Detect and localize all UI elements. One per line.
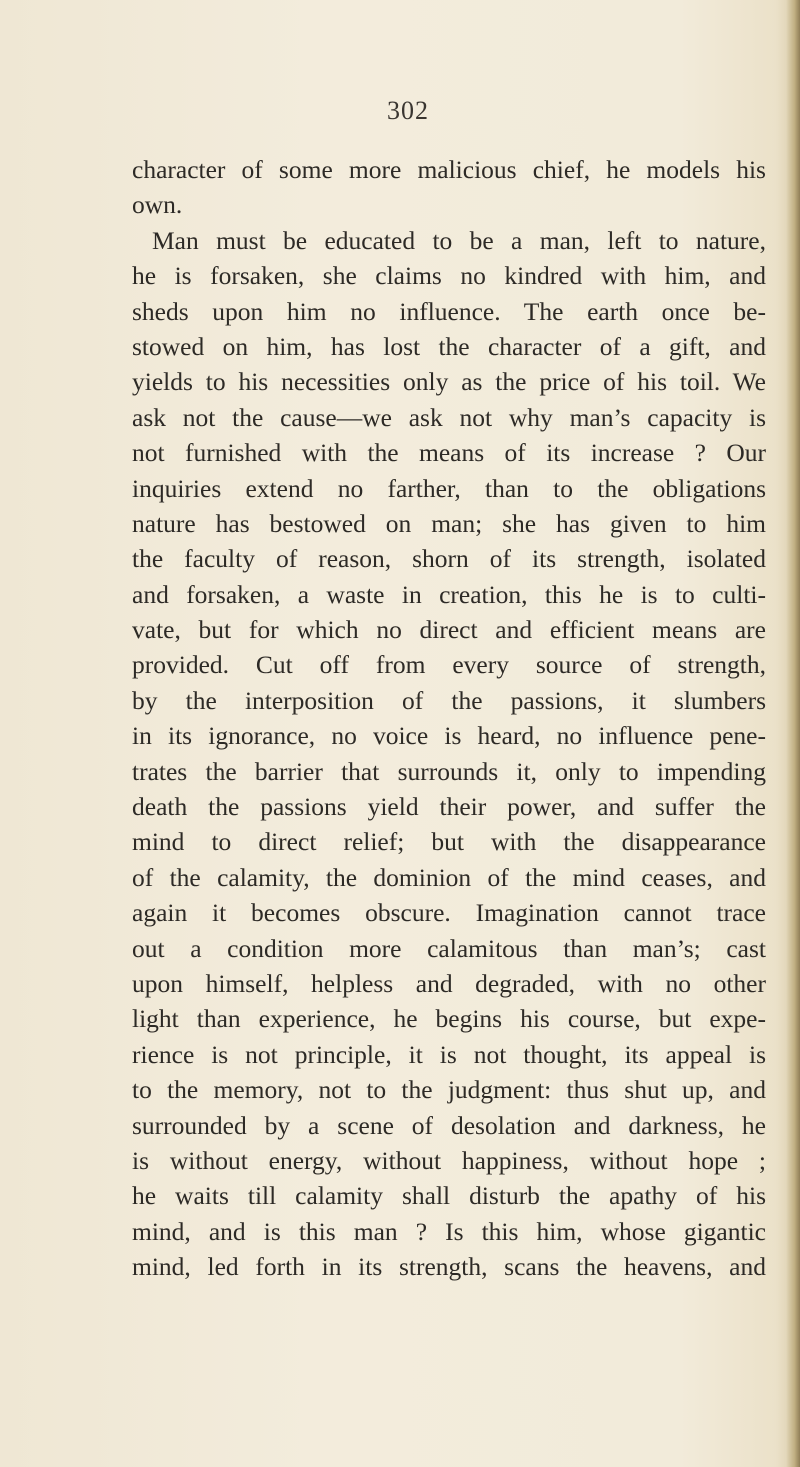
- text-line: mind to direct relief; but with the disappearance: [132, 827, 766, 857]
- text-line: stowed on him, has lost the character of a gift, and: [132, 331, 766, 361]
- text-line: inquiries extend no farther, than to the obligations: [132, 473, 766, 503]
- text-line: provided. Cut off from every source of strength,: [132, 650, 766, 680]
- text-line: death the passions yield their power, and suffer the: [132, 792, 766, 822]
- text-line: ask not the cause—we ask not why man’s capacity is: [132, 402, 766, 432]
- text-line: sheds upon him no influence. The earth once be-: [132, 296, 766, 326]
- text-line: light than experience, he begins his course, but expe-: [132, 1004, 766, 1034]
- text-line: and forsaken, a waste in creation, this he is to culti-: [132, 579, 766, 609]
- text-line: in its ignorance, no voice is heard, no influence pene-: [132, 721, 766, 751]
- text-line: own.: [132, 190, 183, 220]
- text-line: by the interposition of the passions, it slumbers: [132, 685, 766, 715]
- text-line: nature has bestowed on man; she has given to him: [132, 508, 766, 538]
- text-line: of the calamity, the dominion of the mind ceases, and: [132, 862, 766, 892]
- text-line: the faculty of reason, shorn of its strength, isolated: [132, 544, 766, 574]
- text-line: not furnished with the means of its increase ? Our: [132, 438, 766, 468]
- text-line: he waits till calamity shall disturb the apathy of his: [132, 1181, 766, 1211]
- body-text: [132, 152, 766, 1285]
- text-line: upon himself, helpless and degraded, with no other: [132, 968, 766, 998]
- text-line: he is forsaken, she claims no kindred with him, and: [132, 261, 766, 291]
- text-line: surrounded by a scene of desolation and darkness, he: [132, 1110, 766, 1140]
- text-line: mind, led forth in its strength, scans the heavens, and: [132, 1252, 766, 1282]
- text-line: rience is not principle, it is not thought, its appeal is: [132, 1039, 766, 1069]
- page-number: 302: [387, 96, 429, 125]
- text-line: character of some more malicious chief, he models his: [132, 155, 766, 184]
- page-edge-shadow: [786, 0, 800, 1467]
- text-line: vate, but for which no direct and efficient means are: [132, 615, 766, 645]
- text-line: is without energy, without happiness, without hope ;: [132, 1145, 766, 1175]
- text-line: yields to his necessities only as the price of his toil. We: [132, 367, 766, 397]
- text-line: trates the barrier that surrounds it, only to impending: [132, 756, 766, 786]
- text-line: Man must be educated to be a man, left to nature,: [152, 225, 766, 255]
- text-line: to the memory, not to the judgment: thus shut up, and: [132, 1075, 766, 1105]
- text-line: again it becomes obscure. Imagination cannot trace: [132, 898, 766, 928]
- text-line: mind, and is this man ? Is this him, whose gigantic: [132, 1216, 766, 1246]
- text-line: out a condition more calamitous than man’s; cast: [132, 933, 766, 963]
